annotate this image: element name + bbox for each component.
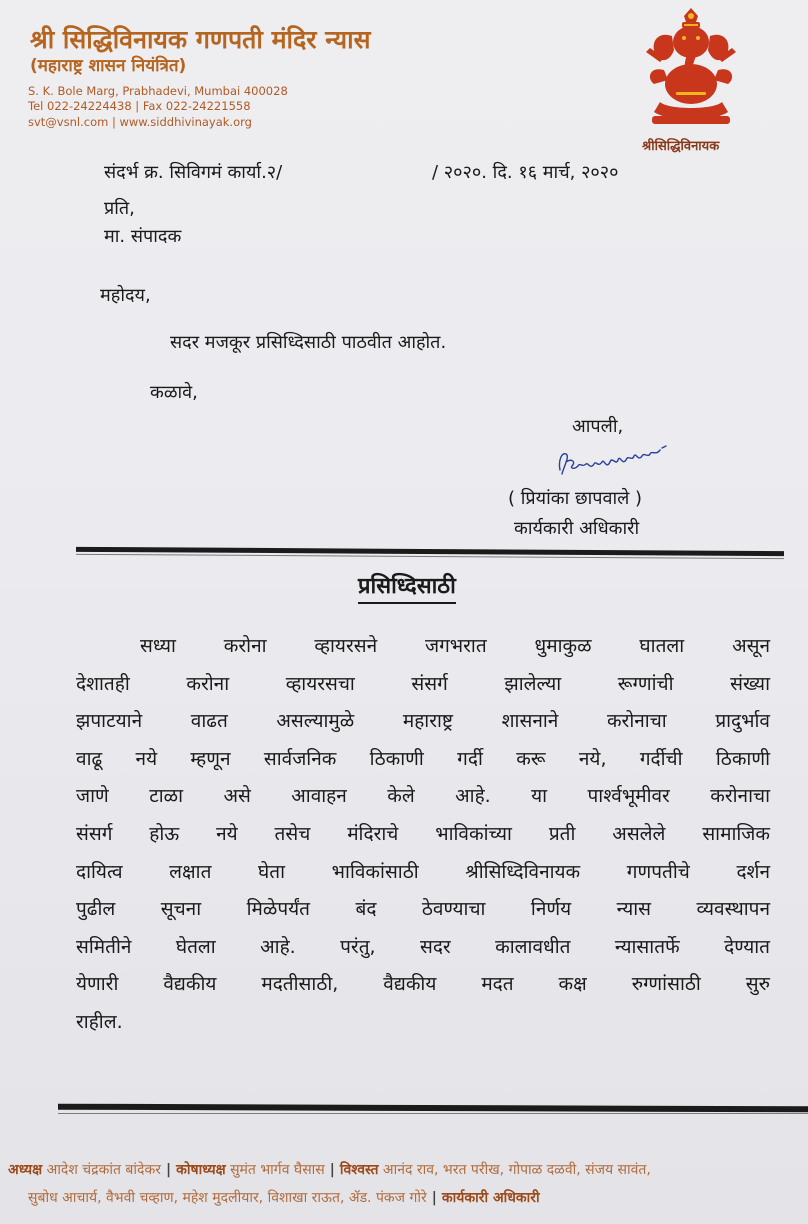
salutation: महोदय, xyxy=(100,285,151,306)
org-web: svt@vsnl.com | www.siddhivinayak.org xyxy=(28,115,252,129)
press-note-line: वाढू नये म्हणून सार्वजनिक ठिकाणी गर्दी करू नये, गर्दीची ठिकाणी xyxy=(76,747,770,770)
signatory-name: ( प्रियांका छापवाले ) xyxy=(508,488,643,509)
treasurer-name: सुमंत भार्गव घैसास xyxy=(230,1162,325,1178)
trustees-label: विश्वस्त xyxy=(339,1162,379,1178)
org-name: श्री सिद्धिविनायक गणपती मंदिर न्यास xyxy=(30,25,371,54)
signatory-designation: कार्यकारी अधिकारी xyxy=(514,518,640,539)
to-label: प्रति, xyxy=(104,198,135,219)
divider-bottom xyxy=(58,1104,808,1113)
press-note-line: जाणे टाळा असे आवाहन केले आहे. या पार्श्वभूमीवर करोनाचा xyxy=(76,785,770,808)
org-address: S. K. Bole Marg, Prabhadevi, Mumbai 400028 xyxy=(28,84,288,98)
press-note-line: समितीने घेतला आहे. परंतु, सदर कालावधीत न्यासातर्फे देण्यात xyxy=(76,935,770,958)
chair-name: आदेश चंद्रकांत बांदेकर xyxy=(46,1162,161,1178)
letter-body-line: सदर मजकूर प्रसिध्दिसाठी पाठवीत आहोत. xyxy=(170,332,447,353)
letter-closing: आपली, xyxy=(572,416,624,437)
press-note-line: संसर्ग होऊ नये तसेच मंदिराचे भाविकांच्या प्रती असलेले सामाजिक xyxy=(76,822,770,845)
press-heading: प्रसिध्दिसाठी xyxy=(358,570,456,604)
ganesha-logo-icon xyxy=(638,6,744,134)
trustees-line-1: आनंद राव, भरत परीख, गोपाळ दळवी, संजय सावंत, xyxy=(382,1162,651,1178)
handwritten-signature xyxy=(552,440,682,480)
press-note-line: राहील. xyxy=(76,1010,123,1033)
exec-label: कार्यकारी अधिकारी xyxy=(441,1190,540,1206)
org-contact: Tel 022-24224438 | Fax 022-24221558 xyxy=(28,99,251,113)
letter-date: / २०२०. दि. १६ मार्च, २०२० xyxy=(432,162,619,183)
letter-kalave: कळावे, xyxy=(150,382,198,403)
press-note-line: सध्या करोना व्हायरसने जगभरात धुमाकुळ घातला असून xyxy=(140,635,770,657)
chair-label: अध्यक्ष xyxy=(8,1162,43,1178)
press-note-body xyxy=(76,628,770,1042)
recipient: मा. संपादक xyxy=(104,226,182,247)
logo-caption: श्रीसिद्धिविनायक xyxy=(642,139,720,154)
org-subtitle: (महाराष्ट्र शासन नियंत्रित) xyxy=(30,56,187,76)
treasurer-label: कोषाध्यक्ष xyxy=(176,1162,226,1178)
reference-number: संदर्भ क्र. सिविगमं कार्या.२/ xyxy=(104,162,283,183)
footer-line-2: सुबोध आचार्य, वैभवी चव्हाण, महेश मुदलीयार, विशाखा राऊत, ॲड. पंकज गोरे | कार्यकारी अधिकारी xyxy=(28,1190,540,1206)
press-note-line: पुढील सूचना मिळेपर्यंत बंद ठेवण्याचा निर्णय न्यास व्यवस्थापन xyxy=(76,898,770,921)
trustees-line-2: सुबोध आचार्य, वैभवी चव्हाण, महेश मुदलीयार, विशाखा राऊत, ॲड. पंकज गोरे xyxy=(28,1190,427,1206)
divider-bottom-thin xyxy=(58,1113,808,1114)
press-note-line: दायित्व लक्षात घेता भाविकांसाठी श्रीसिध्दिविनायक गणपतीचे दर्शन xyxy=(76,860,770,883)
footer-line-1: अध्यक्ष आदेश चंद्रकांत बांदेकर | कोषाध्यक्ष सुमंत भार्गव घैसास | विश्वस्त आनंद राव, भरत परीख, गोपाळ दळवी, संजय सावंत, xyxy=(8,1162,651,1178)
press-note-line: झपाटयाने वाढत असल्यामुळे महाराष्ट्र शासनाने करोनाचा प्रादुर्भाव xyxy=(76,710,770,733)
press-note-line: देशातही करोना व्हायरसचा संसर्ग झालेल्या रूग्णांची संख्या xyxy=(76,672,770,695)
press-note-line: येणारी वैद्यकीय मदतीसाठी, वैद्यकीय मदत कक्ष रुग्णांसाठी सुरु xyxy=(76,973,770,996)
